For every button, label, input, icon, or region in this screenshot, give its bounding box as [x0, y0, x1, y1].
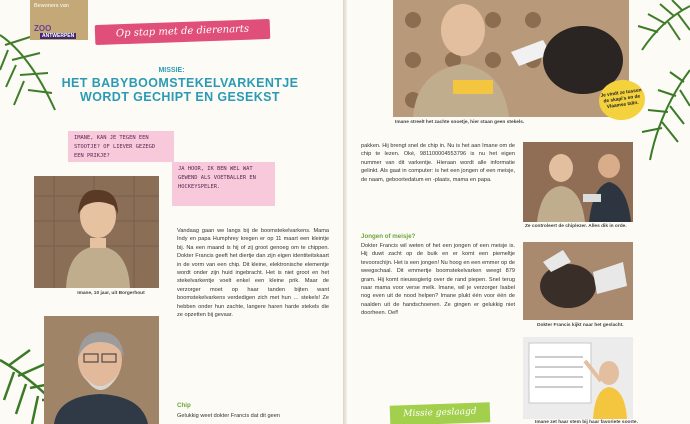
right-page: [347, 0, 690, 424]
chip-reader-caption: Ze controleert de chiplezer. Alles dik in orde.: [525, 224, 627, 229]
favorite-animal-caption: Imane zet haar stem bij haar favoriete soorte.: [535, 420, 638, 424]
gender-check-caption: Dokter Francis kijkt naar het geslacht.: [537, 323, 624, 328]
palm-leaf-decoration: [632, 0, 690, 60]
top-photo-caption: Imane streelt het zachte snoetje, hier staan geen stekels.: [395, 120, 525, 125]
petting-illustration: [393, 0, 629, 117]
chip-continued-paragraph: pakken. Hij brengt snel de chip in. Nu is het aan Imane om de chip te lezen. Oké, 981100004553796 is nu het eigen nummer van dit varkentje. Hieraan wordt alle informatie gelinkt. Als gaat in computer: is het een jongen of een meisje, de naam, geboortedatum en -plaats, mama en papa.: [361, 143, 515, 183]
left-page: [0, 0, 343, 424]
zoo-city-label: ANTWERPEN: [42, 33, 75, 39]
portrait-illustration: [34, 176, 159, 288]
favorite-animal-photo: [523, 337, 633, 419]
chip-reader-photo: [523, 142, 633, 222]
series-label: Bewoners van: [30, 0, 88, 40]
gender-check-photo: [523, 242, 633, 320]
doctor-illustration: [44, 316, 159, 424]
gender-paragraph: Dokter Francis wil weten of het een jongen of een meisje is. Hij duwt zacht op de buik en er komt een piemeltje tevoorschijn. Het is een jongen! Nu hoog en een emmer op de weegschaal. Dit emmertje boomstekelvarken weegt 879 gram. Hij komt nieuwsgierig over de rand piepen. Snel terug naar mama voor verse melk. Imane, wil je verzorger Isabel nog even uit de nood helpen? Imane plukt één voor één de naalden uit de handschoenen. Ze gingen er gelukkig niet doorheen. Oef!: [361, 243, 515, 317]
chip-heading: Chip: [177, 402, 191, 409]
imane-caption: Imane, 10 jaar, uit Borgerhout: [77, 291, 145, 296]
petting-photo: [393, 0, 629, 117]
mission-label: MISSIE:: [158, 67, 185, 74]
imane-portrait-photo: [34, 176, 159, 288]
mission-accomplished-tag: Missie geslaagd: [390, 402, 491, 424]
gender-heading: Jongen of meisje?: [361, 233, 416, 240]
doctor-portrait-photo: [44, 316, 159, 424]
favorite-animal-illustration: [523, 337, 633, 419]
answer-bubble: JA HOOR, IK BEN WEL WAT GEWEND ALS VOETBALLER EN HOCKEYSPELER.: [172, 162, 275, 206]
chip-paragraph-start: Gelukkig weet dokter Francis dat dit geen: [177, 413, 280, 419]
intro-paragraph: Vandaag gaan we langs bij de boomstekelvarkens. Mama Indy en papa Humphrey kregen er op 11 maart een kleintje bij. Na een maand is hij of zij groot genoeg om te chippen. Dokter Francis geeft het diertje dan zijn eigen identiteitskaart in de vorm van een chip. Dit kleine, elektronische elementje wordt onder zijn huid ingebracht. Het is niet groot en het stekelvarkentje voelt enkel een kleine prik. Maar de verzorger moet op haar tanden bijten want boomstekelvarkens verdedigen zich met hun … stekels! Ze hebben onder hun zachte, langere haren harde stekels die ze opzetten bij gevaar.: [177, 228, 329, 319]
question-bubble: IMANE, KAN JE TEGEN EEN STOOTJE? OF LIEVER GEZEGD EEN PRIKJE?: [68, 131, 174, 162]
article-headline: HET BABYBOOMSTEKELVARKENTJE WORDT GECHIPT EN GESEKST: [61, 76, 299, 104]
gender-check-illustration: [523, 242, 633, 320]
section-banner: Op stap met de dierenarts: [95, 19, 271, 45]
chip-reader-illustration: [523, 142, 633, 222]
location-sticker: Je vindt ze tussen de skapi's en de Vlaamse talin.: [596, 77, 647, 123]
palm-leaf-decoration: [640, 60, 690, 170]
zoo-logo: ZOO: [34, 24, 52, 33]
